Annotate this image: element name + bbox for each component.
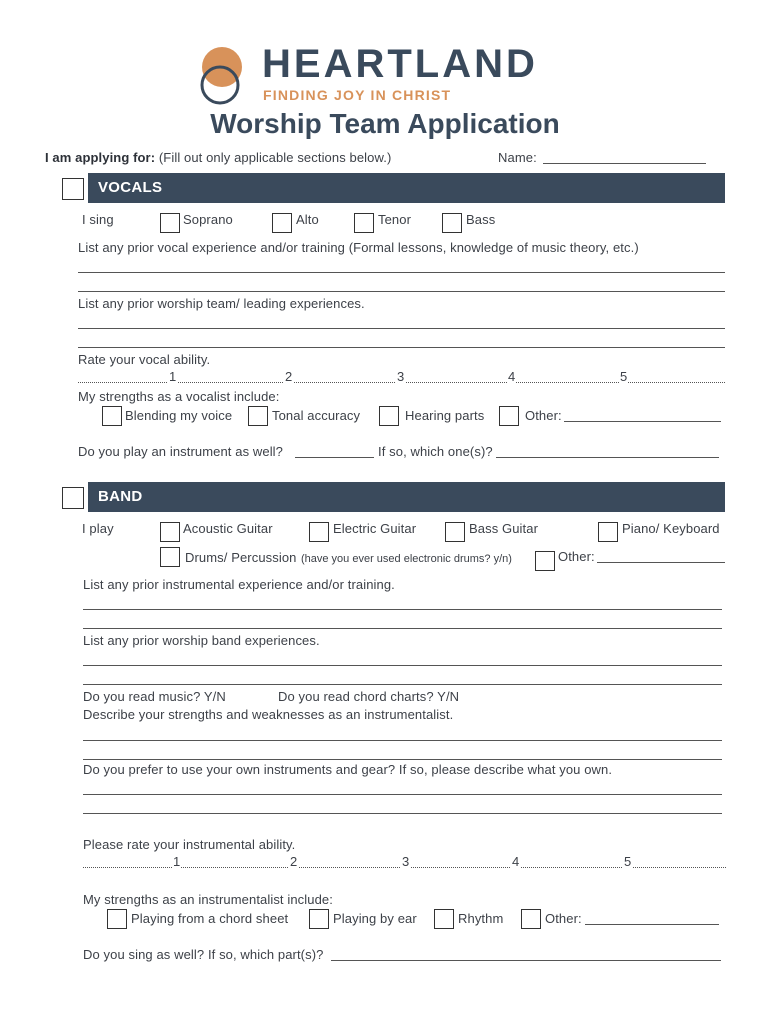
vocal-training-line-1[interactable] <box>78 272 725 273</box>
vocals-section-header <box>88 173 725 203</box>
instrumental-other-label: Other: <box>545 911 582 926</box>
bass-guitar-checkbox[interactable] <box>445 522 465 542</box>
instrumental-rate-1[interactable]: 1 <box>173 854 181 869</box>
band-section-checkbox[interactable] <box>62 487 84 509</box>
hearing-parts-checkbox[interactable] <box>379 406 399 426</box>
instrumental-rating-scale <box>83 854 726 870</box>
applying-line <box>45 150 391 165</box>
vocal-training-line-2[interactable] <box>78 291 725 292</box>
acoustic-guitar-checkbox[interactable] <box>160 522 180 542</box>
vocal-rate-label: Rate your vocal ability. <box>78 352 211 367</box>
rhythm-checkbox[interactable] <box>434 909 454 929</box>
instrumental-rate-label: Please rate your instrumental ability. <box>83 837 296 852</box>
instrumental-rate-4[interactable]: 4 <box>512 854 520 869</box>
alto-label: Alto <box>296 212 319 227</box>
logo-mark-icon <box>198 42 248 108</box>
vocal-rate-5[interactable]: 5 <box>620 369 628 384</box>
band-section-header <box>88 482 725 512</box>
strengths-weaknesses-prompt: Describe your strengths and weaknesses as an instrumentalist. <box>83 707 454 722</box>
instrumental-rate-3[interactable]: 3 <box>402 854 410 869</box>
band-section-title: BAND <box>98 488 143 505</box>
drums-label: Drums/ Percussion <box>185 550 297 565</box>
instrumental-strengths-label: My strengths as an instrumentalist include: <box>83 892 333 907</box>
name-line <box>498 150 537 165</box>
electric-guitar-checkbox[interactable] <box>309 522 329 542</box>
worship-experience-line-2[interactable] <box>78 347 725 348</box>
electric-guitar-label: Electric Guitar <box>333 521 417 536</box>
sing-answer-field[interactable] <box>331 960 721 961</box>
sing-label: I sing <box>82 212 114 227</box>
hearing-parts-label: Hearing parts <box>405 408 485 423</box>
tenor-checkbox[interactable] <box>354 213 374 233</box>
instrument-which-question: If so, which one(s)? <box>378 444 493 459</box>
piano-keyboard-label: Piano/ Keyboard <box>622 521 720 536</box>
gear-line-2[interactable] <box>83 813 722 814</box>
band-experience-line-2[interactable] <box>83 684 722 685</box>
strengths-weaknesses-line-1[interactable] <box>83 740 722 741</box>
brand-tagline: FINDING JOY IN CHRIST <box>263 87 452 103</box>
soprano-checkbox[interactable] <box>160 213 180 233</box>
sing-question: Do you sing as well? If so, which part(s)? <box>83 947 324 962</box>
vocal-rating-scale <box>78 369 725 385</box>
piano-keyboard-checkbox[interactable] <box>598 522 618 542</box>
chord-sheet-label: Playing from a chord sheet <box>131 911 289 926</box>
vocal-other-label: Other: <box>525 408 562 423</box>
read-music-question: Do you read music? Y/N <box>83 689 226 704</box>
name-field[interactable] <box>543 163 706 164</box>
alto-checkbox[interactable] <box>272 213 292 233</box>
instrument-question: Do you play an instrument as well? <box>78 444 284 459</box>
instrumental-other-checkbox[interactable] <box>521 909 541 929</box>
name-label: Name: <box>498 150 537 165</box>
drums-line <box>185 549 512 567</box>
blending-label: Blending my voice <box>125 408 233 423</box>
gear-line-1[interactable] <box>83 794 722 795</box>
instrumental-rate-5[interactable]: 5 <box>624 854 632 869</box>
drums-checkbox[interactable] <box>160 547 180 567</box>
instrumental-other-field[interactable] <box>585 924 719 925</box>
vocals-section-title: VOCALS <box>98 179 163 196</box>
band-experience-prompt: List any prior worship band experiences. <box>83 633 320 648</box>
rhythm-label: Rhythm <box>458 911 504 926</box>
tenor-label: Tenor <box>378 212 412 227</box>
band-experience-line-1[interactable] <box>83 665 722 666</box>
instrumental-training-prompt: List any prior instrumental experience and/or training. <box>83 577 395 592</box>
worship-experience-line-1[interactable] <box>78 328 725 329</box>
vocal-rate-4[interactable]: 4 <box>508 369 516 384</box>
instrument-answer-field[interactable] <box>295 457 374 458</box>
bass-label: Bass <box>466 212 496 227</box>
strengths-weaknesses-line-2[interactable] <box>83 759 722 760</box>
vocal-other-field[interactable] <box>564 421 721 422</box>
instrumental-training-line-2[interactable] <box>83 628 722 629</box>
band-other-checkbox[interactable] <box>535 551 555 571</box>
band-other-label: Other: <box>558 549 595 564</box>
gear-question: Do you prefer to use your own instruments and gear? If so, please describe what you own. <box>83 762 613 777</box>
chord-sheet-checkbox[interactable] <box>107 909 127 929</box>
vocal-rate-3[interactable]: 3 <box>397 369 405 384</box>
worship-experience-prompt: List any prior worship team/ leading experiences. <box>78 296 365 311</box>
acoustic-guitar-label: Acoustic Guitar <box>183 521 273 536</box>
by-ear-checkbox[interactable] <box>309 909 329 929</box>
vocal-other-checkbox[interactable] <box>499 406 519 426</box>
by-ear-label: Playing by ear <box>333 911 417 926</box>
page-title: Worship Team Application <box>210 108 560 139</box>
applying-label: I am applying for: <box>45 150 156 165</box>
instrumental-rate-2[interactable]: 2 <box>290 854 298 869</box>
applying-note: (Fill out only applicable sections below.) <box>158 150 392 165</box>
blending-checkbox[interactable] <box>102 406 122 426</box>
read-charts-question: Do you read chord charts? Y/N <box>278 689 460 704</box>
logo <box>198 42 568 108</box>
soprano-label: Soprano <box>183 212 233 227</box>
vocal-rate-1[interactable]: 1 <box>169 369 177 384</box>
drums-note: (have you ever used electronic drums? y/n) <box>300 553 512 565</box>
instrument-which-field[interactable] <box>496 457 719 458</box>
tonal-accuracy-label: Tonal accuracy <box>272 408 361 423</box>
tonal-accuracy-checkbox[interactable] <box>248 406 268 426</box>
vocals-section-checkbox[interactable] <box>62 178 84 200</box>
bass-guitar-label: Bass Guitar <box>469 521 539 536</box>
bass-checkbox[interactable] <box>442 213 462 233</box>
vocal-training-prompt: List any prior vocal experience and/or training (Formal lessons, knowledge of music theory, etc.) <box>78 240 639 255</box>
vocal-rate-2[interactable]: 2 <box>285 369 293 384</box>
band-other-field[interactable] <box>597 562 725 563</box>
vocal-strengths-label: My strengths as a vocalist include: <box>78 389 280 404</box>
play-label: I play <box>82 521 114 536</box>
brand-name: HEARTLAND <box>262 42 538 86</box>
instrumental-training-line-1[interactable] <box>83 609 722 610</box>
